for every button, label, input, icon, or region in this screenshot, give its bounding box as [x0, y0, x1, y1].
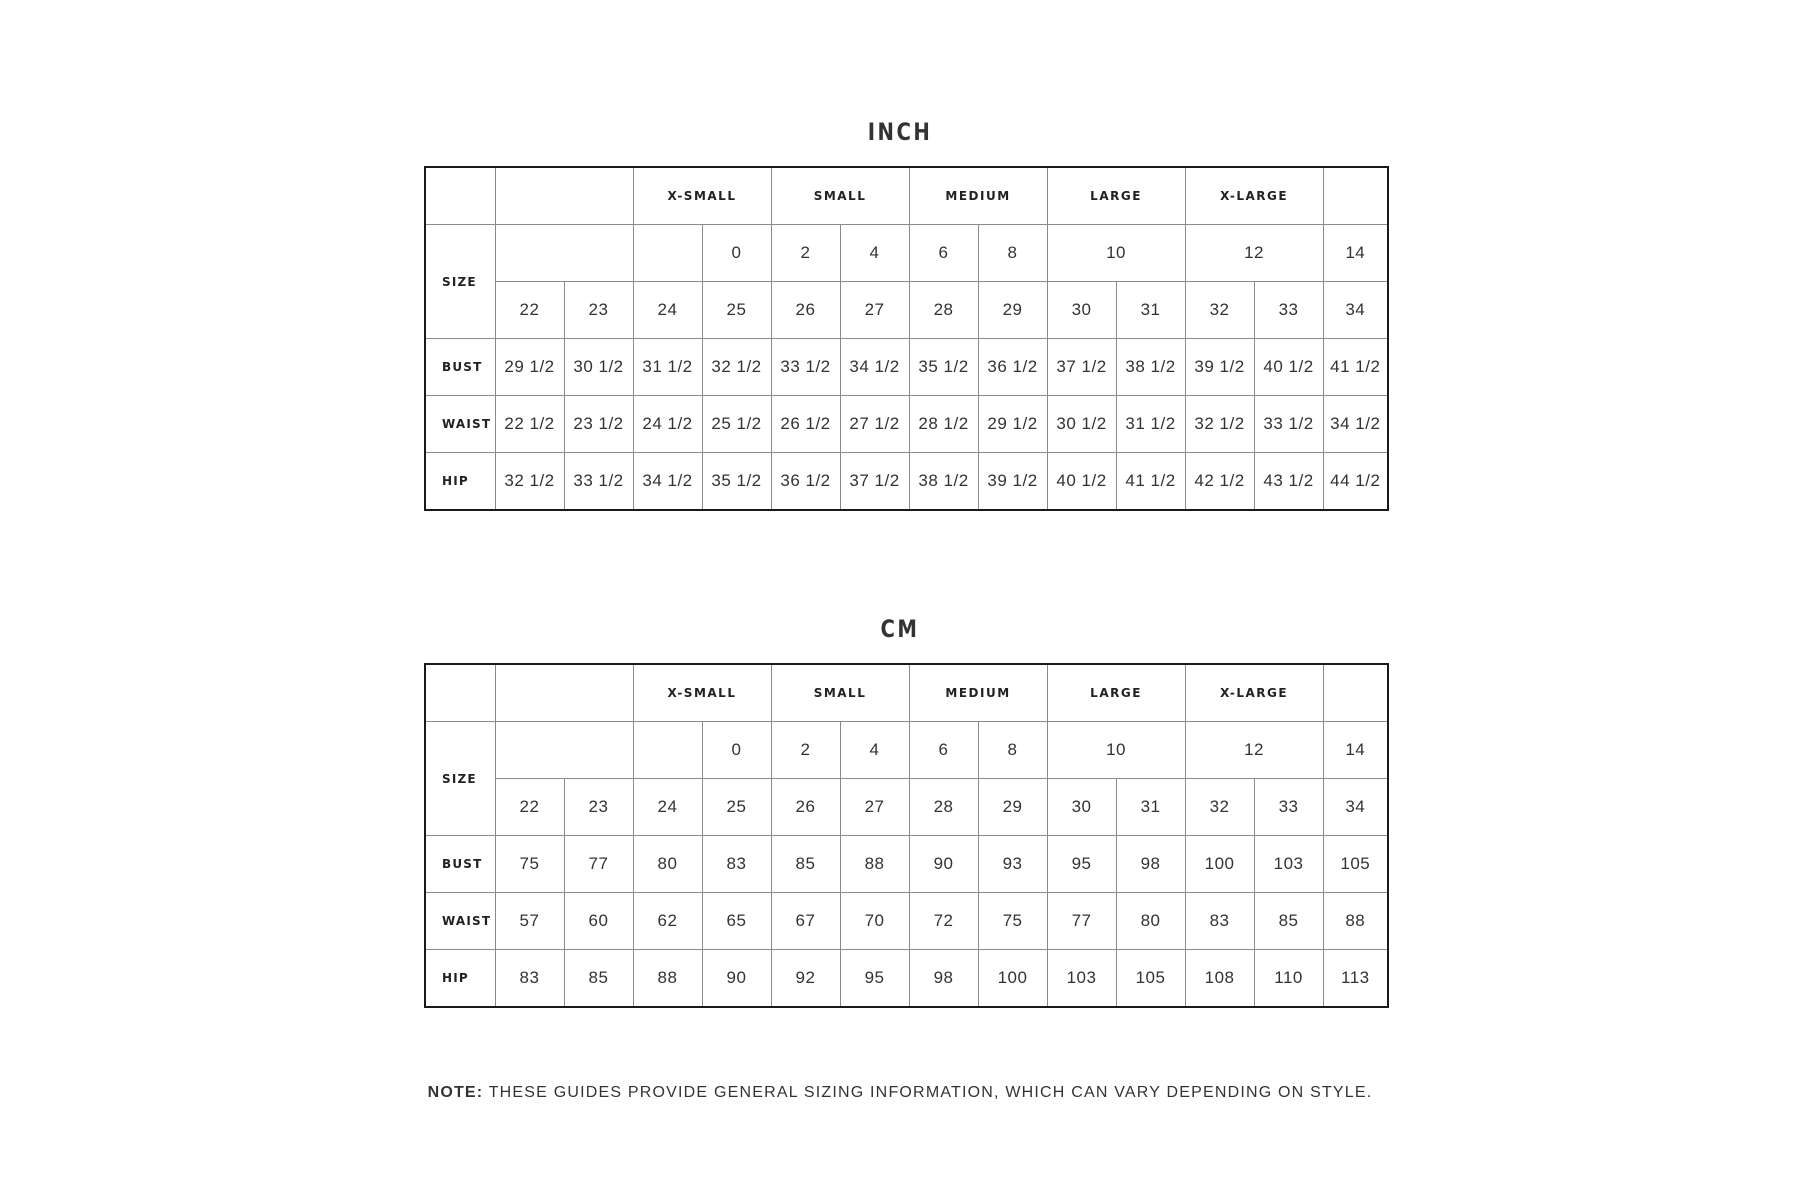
bust-cell: 93 [978, 836, 1047, 893]
denim-size-cell: 24 [633, 779, 702, 836]
category-row [425, 664, 1388, 722]
bust-cell: 95 [1047, 836, 1116, 893]
blank-cell [495, 664, 633, 722]
denim-size-cell: 34 [1323, 779, 1388, 836]
numeric-size-row [425, 722, 1388, 779]
hip-cell: 98 [909, 950, 978, 1008]
size-label: SIZE [425, 722, 495, 836]
denim-size-cell: 27 [840, 779, 909, 836]
hip-cell: 33 1/2 [564, 453, 633, 511]
sizing-note [0, 1084, 1800, 1102]
category-medium: MEDIUM [909, 664, 1047, 722]
blank-cell [495, 167, 633, 225]
denim-size-cell: 31 [1116, 282, 1185, 339]
waist-cell: 33 1/2 [1254, 396, 1323, 453]
bust-cell: 30 1/2 [564, 339, 633, 396]
cm-title: CM [880, 615, 920, 643]
denim-size-cell: 25 [702, 282, 771, 339]
category-large: LARGE [1047, 664, 1185, 722]
denim-size-cell: 33 [1254, 282, 1323, 339]
category-medium: MEDIUM [909, 167, 1047, 225]
hip-cell: 110 [1254, 950, 1323, 1008]
category-large: LARGE [1047, 167, 1185, 225]
blank-cell [495, 225, 633, 282]
bust-cell: 105 [1323, 836, 1388, 893]
waist-cell: 77 [1047, 893, 1116, 950]
denim-size-cell: 32 [1185, 779, 1254, 836]
numeric-size-cell: 10 [1047, 722, 1185, 779]
denim-size-cell: 26 [771, 282, 840, 339]
denim-size-cell: 23 [564, 779, 633, 836]
bust-cell: 31 1/2 [633, 339, 702, 396]
category-xsmall: X-SMALL [633, 167, 771, 225]
cm-size-table [424, 663, 1389, 1008]
numeric-size-cell: 0 [702, 722, 771, 779]
bust-cell: 39 1/2 [1185, 339, 1254, 396]
denim-size-cell: 30 [1047, 282, 1116, 339]
waist-label: WAIST [425, 396, 495, 453]
hip-cell: 40 1/2 [1047, 453, 1116, 511]
numeric-size-cell: 0 [702, 225, 771, 282]
denim-size-cell: 24 [633, 282, 702, 339]
denim-size-cell: 22 [495, 779, 564, 836]
category-xsmall: X-SMALL [633, 664, 771, 722]
bust-row [425, 836, 1388, 893]
blank-cell [425, 167, 495, 225]
waist-cell: 67 [771, 893, 840, 950]
hip-cell: 85 [564, 950, 633, 1008]
numeric-size-cell: 4 [840, 722, 909, 779]
numeric-size-cell: 4 [840, 225, 909, 282]
waist-cell: 29 1/2 [978, 396, 1047, 453]
waist-cell: 25 1/2 [702, 396, 771, 453]
hip-cell: 108 [1185, 950, 1254, 1008]
hip-cell: 95 [840, 950, 909, 1008]
waist-cell: 31 1/2 [1116, 396, 1185, 453]
hip-cell: 113 [1323, 950, 1388, 1008]
hip-cell: 34 1/2 [633, 453, 702, 511]
waist-cell: 70 [840, 893, 909, 950]
waist-cell: 72 [909, 893, 978, 950]
waist-cell: 34 1/2 [1323, 396, 1388, 453]
denim-size-cell: 28 [909, 282, 978, 339]
numeric-size-cell: 12 [1185, 225, 1323, 282]
waist-cell: 22 1/2 [495, 396, 564, 453]
bust-cell: 40 1/2 [1254, 339, 1323, 396]
waist-cell: 65 [702, 893, 771, 950]
bust-row [425, 339, 1388, 396]
inch-size-table [424, 166, 1389, 511]
bust-cell: 83 [702, 836, 771, 893]
hip-cell: 41 1/2 [1116, 453, 1185, 511]
waist-cell: 23 1/2 [564, 396, 633, 453]
hip-cell: 35 1/2 [702, 453, 771, 511]
numeric-size-cell: 8 [978, 225, 1047, 282]
blank-cell [633, 225, 702, 282]
hip-row [425, 950, 1388, 1008]
bust-cell: 100 [1185, 836, 1254, 893]
waist-cell: 85 [1254, 893, 1323, 950]
bust-cell: 29 1/2 [495, 339, 564, 396]
denim-size-cell: 27 [840, 282, 909, 339]
waist-cell: 88 [1323, 893, 1388, 950]
bust-cell: 32 1/2 [702, 339, 771, 396]
bust-label: BUST [425, 836, 495, 893]
waist-cell: 62 [633, 893, 702, 950]
bust-cell: 98 [1116, 836, 1185, 893]
numeric-size-row [425, 225, 1388, 282]
hip-cell: 92 [771, 950, 840, 1008]
numeric-size-cell: 10 [1047, 225, 1185, 282]
waist-cell: 75 [978, 893, 1047, 950]
waist-cell: 28 1/2 [909, 396, 978, 453]
numeric-size-cell: 6 [909, 225, 978, 282]
bust-cell: 90 [909, 836, 978, 893]
numeric-size-cell: 14 [1323, 225, 1388, 282]
hip-cell: 90 [702, 950, 771, 1008]
hip-cell: 36 1/2 [771, 453, 840, 511]
category-xlarge: X-LARGE [1185, 664, 1323, 722]
bust-cell: 85 [771, 836, 840, 893]
bust-cell: 75 [495, 836, 564, 893]
hip-label: HIP [425, 453, 495, 511]
hip-cell: 37 1/2 [840, 453, 909, 511]
numeric-size-cell: 14 [1323, 722, 1388, 779]
denim-size-cell: 31 [1116, 779, 1185, 836]
waist-cell: 32 1/2 [1185, 396, 1254, 453]
numeric-size-cell: 6 [909, 722, 978, 779]
bust-cell: 88 [840, 836, 909, 893]
bust-cell: 37 1/2 [1047, 339, 1116, 396]
category-small: SMALL [771, 167, 909, 225]
hip-cell: 43 1/2 [1254, 453, 1323, 511]
denim-size-row [425, 282, 1388, 339]
size-label: SIZE [425, 225, 495, 339]
hip-cell: 39 1/2 [978, 453, 1047, 511]
numeric-size-cell: 12 [1185, 722, 1323, 779]
denim-size-cell: 23 [564, 282, 633, 339]
hip-label: HIP [425, 950, 495, 1008]
note-label: NOTE: [427, 1084, 484, 1101]
denim-size-cell: 34 [1323, 282, 1388, 339]
waist-label: WAIST [425, 893, 495, 950]
waist-cell: 30 1/2 [1047, 396, 1116, 453]
hip-cell: 105 [1116, 950, 1185, 1008]
denim-size-row [425, 779, 1388, 836]
numeric-size-cell: 2 [771, 722, 840, 779]
hip-cell: 44 1/2 [1323, 453, 1388, 511]
inch-title: INCH [867, 118, 933, 146]
category-row [425, 167, 1388, 225]
hip-cell: 103 [1047, 950, 1116, 1008]
bust-cell: 36 1/2 [978, 339, 1047, 396]
category-small: SMALL [771, 664, 909, 722]
waist-cell: 57 [495, 893, 564, 950]
denim-size-cell: 22 [495, 282, 564, 339]
hip-row [425, 453, 1388, 511]
hip-cell: 88 [633, 950, 702, 1008]
denim-size-cell: 30 [1047, 779, 1116, 836]
hip-cell: 38 1/2 [909, 453, 978, 511]
numeric-size-cell: 2 [771, 225, 840, 282]
denim-size-cell: 29 [978, 282, 1047, 339]
bust-cell: 34 1/2 [840, 339, 909, 396]
waist-cell: 24 1/2 [633, 396, 702, 453]
hip-cell: 42 1/2 [1185, 453, 1254, 511]
bust-cell: 103 [1254, 836, 1323, 893]
waist-row [425, 893, 1388, 950]
denim-size-cell: 28 [909, 779, 978, 836]
waist-cell: 80 [1116, 893, 1185, 950]
bust-cell: 33 1/2 [771, 339, 840, 396]
bust-cell: 41 1/2 [1323, 339, 1388, 396]
denim-size-cell: 33 [1254, 779, 1323, 836]
hip-cell: 100 [978, 950, 1047, 1008]
waist-cell: 27 1/2 [840, 396, 909, 453]
waist-cell: 60 [564, 893, 633, 950]
denim-size-cell: 26 [771, 779, 840, 836]
bust-cell: 35 1/2 [909, 339, 978, 396]
category-xlarge: X-LARGE [1185, 167, 1323, 225]
hip-cell: 32 1/2 [495, 453, 564, 511]
denim-size-cell: 25 [702, 779, 771, 836]
denim-size-cell: 29 [978, 779, 1047, 836]
hip-cell: 83 [495, 950, 564, 1008]
note-text: THESE GUIDES PROVIDE GENERAL SIZING INFORMATION, WHICH CAN VARY DEPENDING ON STYLE. [483, 1084, 1373, 1101]
blank-cell [425, 664, 495, 722]
bust-cell: 77 [564, 836, 633, 893]
bust-cell: 38 1/2 [1116, 339, 1185, 396]
blank-cell [633, 722, 702, 779]
numeric-size-cell: 8 [978, 722, 1047, 779]
blank-cell [1323, 664, 1388, 722]
waist-row [425, 396, 1388, 453]
bust-cell: 80 [633, 836, 702, 893]
denim-size-cell: 32 [1185, 282, 1254, 339]
blank-cell [1323, 167, 1388, 225]
waist-cell: 83 [1185, 893, 1254, 950]
blank-cell [495, 722, 633, 779]
waist-cell: 26 1/2 [771, 396, 840, 453]
bust-label: BUST [425, 339, 495, 396]
